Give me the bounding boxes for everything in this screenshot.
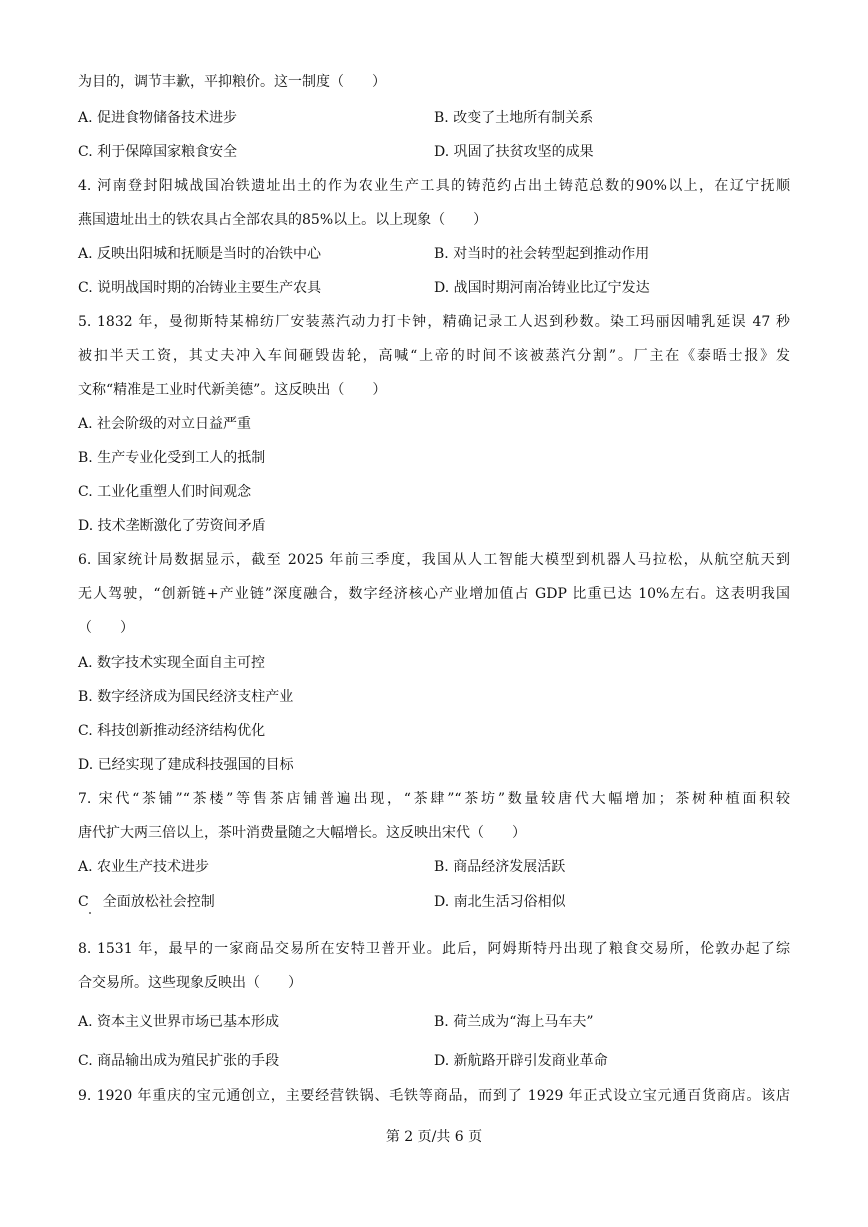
question-7-stem-line-2: 唐代扩大两三倍以上，茶叶消费量随之大幅增长。这反映出宋代（ ）: [78, 825, 526, 841]
question-7-option-b: B. 商品经济发展活跃: [434, 859, 566, 875]
question-5-option-b: B. 生产专业化受到工人的抵制: [78, 450, 266, 466]
question-7-option-c: C 全面放松社会控制: [78, 894, 215, 910]
question-3-option-d: D. 巩固了扶贫攻坚的成果: [434, 144, 594, 160]
question-7-option-a: A. 农业生产技术进步: [78, 859, 210, 875]
question-3-stem-end: 为目的，调节丰歉，平抑粮价。这一制度（ ）: [78, 74, 386, 90]
question-6-stem-line-1: 6. 国家统计局数据显示，截至 2025 年前三季度，我国从人工智能大模型到机器人马拉松，从航空航天到: [78, 552, 790, 568]
question-3-option-b: B. 改变了土地所有制关系: [434, 110, 594, 126]
question-4-option-c: C. 说明战国时期的冶铸业主要生产农具: [78, 280, 322, 296]
question-9-stem-line-1: 9. 1920 年重庆的宝元通创立，主要经营铁锅、毛铁等商品，而到了 1929 年正式设立宝元通百货商店。该店: [78, 1088, 790, 1104]
question-4-option-b: B. 对当时的社会转型起到推动作用: [434, 246, 650, 262]
question-5-stem-line-1: 5. 1832 年，曼彻斯特某棉纺厂安装蒸汽动力打卡钟，精确记录工人迟到秒数。染工玛丽因哺乳延误 47 秒: [78, 314, 790, 330]
question-7-stem-line-1: 7. 宋代“茶铺”“茶楼”等售茶店铺普遍出现，“茶肆”“茶坊”数量较唐代大幅增加；茶树种植面积较: [78, 791, 790, 807]
question-6-option-a: A. 数字技术实现全面自主可控: [78, 655, 266, 671]
question-8-option-d: D. 新航路开辟引发商业革命: [434, 1053, 608, 1069]
question-5-option-a: A. 社会阶级的对立日益严重: [78, 416, 252, 432]
question-5-stem-line-3: 文称“精准是工业时代新美德”。这反映出（ ）: [78, 382, 387, 398]
question-8-option-b: B. 荷兰成为“海上马车夫”: [434, 1014, 594, 1030]
question-4-option-d: D. 战国时期河南冶铸业比辽宁发达: [434, 280, 650, 296]
stray-dot-mark: [89, 912, 91, 914]
question-6-stem-line-3: （ ）: [78, 620, 134, 636]
question-5-stem-line-2: 被扣半天工资，其丈夫冲入车间砸毁齿轮，高喊“上帝的时间不该被蒸汽分割”。厂主在《泰晤士报》发: [78, 348, 790, 364]
question-5-option-d: D. 技术垄断激化了劳资间矛盾: [78, 518, 266, 534]
question-3-option-c: C. 利于保障国家粮食安全: [78, 144, 238, 160]
question-4-option-a: A. 反映出阳城和抚顺是当时的冶铁中心: [78, 246, 322, 262]
question-6-option-b: B. 数字经济成为国民经济支柱产业: [78, 689, 294, 705]
question-6-stem-line-2: 无人驾驶，“创新链+产业链”深度融合，数字经济核心产业增加值占 GDP 比重已达 10%左右。这表明我国: [78, 586, 790, 602]
question-4-stem-line-2: 燕国遗址出土的铁农具占全部农具的85%以上。以上现象（ ）: [78, 212, 488, 228]
question-8-stem-line-2: 合交易所。这些现象反映出（ ）: [78, 975, 302, 991]
question-6-option-c: C. 科技创新推动经济结构优化: [78, 723, 266, 739]
page-number-footer: 第 2 页/共 6 页: [385, 1129, 483, 1145]
question-3-option-a: A. 促进食物储备技术进步: [78, 110, 238, 126]
question-8-option-a: A. 资本主义世界市场已基本形成: [78, 1014, 280, 1030]
question-7-option-d: D. 南北生活习俗相似: [434, 894, 566, 910]
question-4-stem-line-1: 4. 河南登封阳城战国冶铁遗址出土的作为农业生产工具的铸范约占出土铸范总数的90%以上，在辽宁抚顺: [78, 178, 790, 194]
question-8-option-c: C. 商品输出成为殖民扩张的手段: [78, 1053, 280, 1069]
question-8-stem-line-1: 8. 1531 年，最早的一家商品交易所在安特卫普开业。此后，阿姆斯特丹出现了粮食交易所，伦敦办起了综: [78, 941, 790, 957]
question-6-option-d: D. 已经实现了建成科技强国的目标: [78, 757, 294, 773]
question-5-option-c: C. 工业化重塑人们时间观念: [78, 484, 252, 500]
